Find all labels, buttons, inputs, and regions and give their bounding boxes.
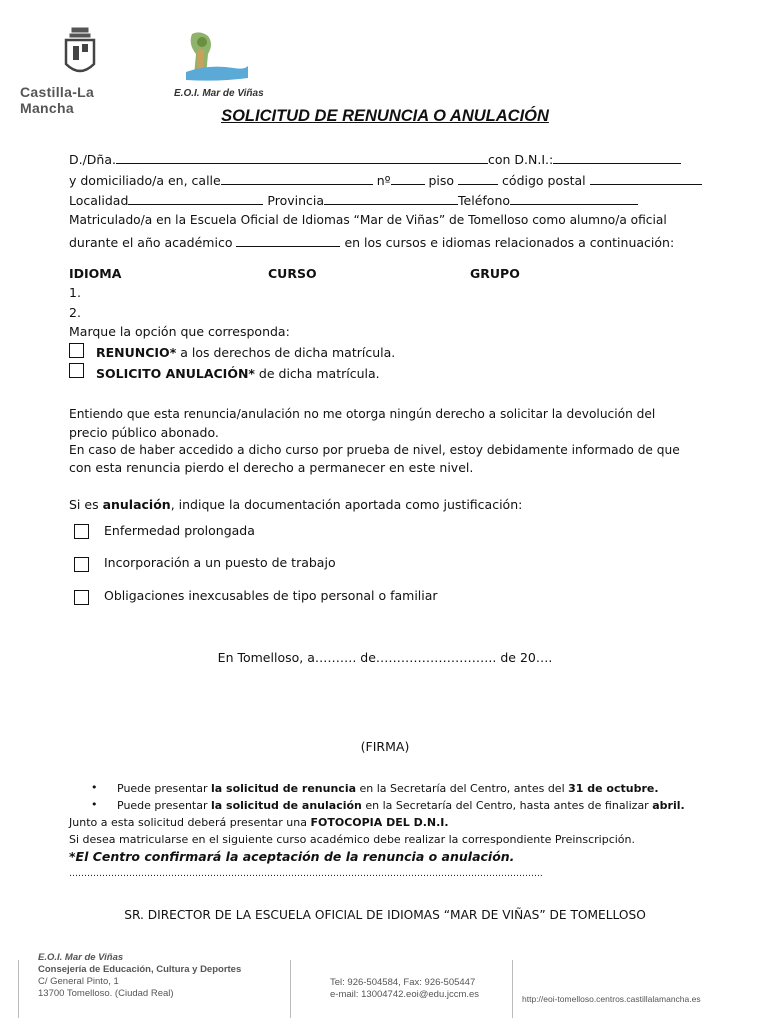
renuncio-bold: RENUNCIO* <box>96 345 177 360</box>
dni-field[interactable] <box>553 151 681 164</box>
job-checkbox[interactable] <box>74 557 89 572</box>
eoi-logo <box>174 30 268 100</box>
col-header-idioma: IDIOMA <box>69 266 122 281</box>
justification-prompt-b: anulación <box>102 497 171 512</box>
job-label: Incorporación a un puesto de trabajo <box>104 555 336 570</box>
footer-divider-right <box>512 960 513 1018</box>
instruction-confirmation: *El Centro confirmará la aceptación de la renuncia o anulación. <box>69 849 515 864</box>
number-field[interactable] <box>391 172 425 185</box>
row-number-2: 2. <box>69 305 81 320</box>
floor-field[interactable] <box>458 172 498 185</box>
instruction-bullet-renuncia <box>69 780 689 797</box>
page-title: SOLICITUD DE RENUNCIA O ANULACIÓN <box>221 107 549 125</box>
instruction-preinscription: Si desea matricularse en el siguiente curso académico debe realizar la correspondiente Preinscripción. <box>69 833 636 846</box>
date-line: En Tomelloso, a………. de……………………….. de 20…. <box>217 650 553 665</box>
addressee: SR. DIRECTOR DE LA ESCUELA OFICIAL DE IDIOMAS “MAR DE VIÑAS” DE TOMELLOSO <box>124 908 646 922</box>
instruction-dni <box>69 814 689 831</box>
coat-of-arms-icon <box>20 22 145 82</box>
instr3-a: Junto a esta solicitud deberá presentar una <box>69 816 311 829</box>
label-dni: con D.N.I.: <box>488 152 554 167</box>
footer-ministry: Consejería de Educación, Cultura y Deportes <box>38 964 242 975</box>
footer-website[interactable]: http://eoi-tomelloso.centros.castillalamancha.es <box>522 994 701 1004</box>
instr1-b: la solicitud de renuncia <box>211 782 357 795</box>
instr1-c: en la Secretaría del Centro, antes del <box>356 782 569 795</box>
instr3-b: FOTOCOPIA DEL D.N.I. <box>310 816 449 829</box>
row-number-1: 1. <box>69 285 81 300</box>
form-line-year <box>69 234 674 251</box>
footer-col-1 <box>38 952 241 1000</box>
form-line-locality <box>69 192 638 209</box>
label-postal-code: código postal <box>502 173 586 188</box>
instr2-d: abril. <box>652 799 685 812</box>
instr2-a: Puede presentar <box>117 799 211 812</box>
notice-p1-line2: precio público abonado. <box>69 425 219 440</box>
justification-prompt-c: , indique la documentación aportada como justificación: <box>170 497 523 512</box>
col-header-grupo: GRUPO <box>470 266 520 281</box>
footer-street: C/ General Pinto, 1 <box>38 976 119 987</box>
phone-field[interactable] <box>510 192 638 205</box>
justification-prompt <box>69 497 522 513</box>
label-province: Provincia <box>267 193 325 208</box>
name-field[interactable] <box>116 151 488 164</box>
instr2-b: la solicitud de anulación <box>211 799 362 812</box>
province-field[interactable] <box>324 192 458 205</box>
label-year: durante el año académico <box>69 235 233 250</box>
renuncio-checkbox[interactable] <box>69 343 84 358</box>
label-courses: en los cursos e idiomas relacionados a continuación: <box>344 235 675 250</box>
anulacion-rest: de dicha matrícula. <box>254 366 380 381</box>
footer-col-2 <box>330 977 479 1001</box>
anulacion-checkbox[interactable] <box>69 363 84 378</box>
footer-school-name: E.O.I. Mar de Viñas <box>38 952 124 963</box>
street-field[interactable] <box>221 172 373 185</box>
form-line-address <box>69 172 702 189</box>
renuncio-rest: a los derechos de dicha matrícula. <box>176 345 396 360</box>
bullet-icon: • <box>91 781 98 794</box>
eoi-caption: E.O.I. Mar de Viñas <box>174 88 264 99</box>
footer-divider-left <box>18 960 19 1018</box>
instruction-bullet-anulacion <box>69 797 689 814</box>
eoi-mar-de-vinas-icon <box>178 30 253 85</box>
anulacion-option-label <box>96 366 380 382</box>
castilla-la-mancha-logo <box>20 22 145 116</box>
label-street: y domiciliado/a en, calle <box>69 173 221 188</box>
footer-city: 13700 Tomelloso. (Ciudad Real) <box>38 988 174 999</box>
instructions <box>69 780 689 883</box>
notice-p2-line1: En caso de haber accedido a dicho curso por prueba de nivel, estoy debidamente informado de que <box>69 443 680 457</box>
illness-checkbox[interactable] <box>74 524 89 539</box>
label-phone: Teléfono <box>458 193 511 208</box>
dotted-separator: ………………………………………………………………………………………………………………………………………….. <box>69 869 543 879</box>
postal-code-field[interactable] <box>590 172 702 185</box>
instr2-c: en la Secretaría del Centro, hasta antes de finalizar <box>361 799 653 812</box>
label-name: D./Dña. <box>69 152 116 167</box>
footer-phone: Tel: 926-504584, Fax: 926-505447 <box>330 977 476 988</box>
justification-prompt-a: Si es <box>69 497 103 512</box>
locality-field[interactable] <box>128 192 263 205</box>
castilla-la-mancha-wordmark: Castilla-La Mancha <box>20 84 95 116</box>
bullet-icon: • <box>91 798 98 811</box>
personal-obligations-label: Obligaciones inexcusables de tipo personal o familiar <box>104 588 438 603</box>
form-line-enrolled: Matriculado/a en la Escuela Oficial de Idiomas “Mar de Viñas” de Tomelloso como alumno/a oficial <box>69 213 667 227</box>
signature-label: (FIRMA) <box>360 739 410 754</box>
label-floor: piso <box>428 173 455 188</box>
instr1-d: 31 de octubre. <box>568 782 659 795</box>
form-line-name <box>69 151 681 168</box>
col-header-curso: CURSO <box>268 266 317 281</box>
illness-label: Enfermedad prolongada <box>104 523 255 538</box>
instr1-a: Puede presentar <box>117 782 211 795</box>
anulacion-bold: SOLICITO ANULACIÓN* <box>96 366 255 381</box>
academic-year-field[interactable] <box>236 234 340 247</box>
label-locality: Localidad <box>69 193 129 208</box>
label-number: nº <box>376 173 391 188</box>
notice-p2-line2: con esta renuncia pierdo el derecho a permanecer en este nivel. <box>69 460 474 475</box>
personal-obligations-checkbox[interactable] <box>74 590 89 605</box>
notice-p1-line1: Entiendo que esta renuncia/anulación no me otorga ningún derecho a solicitar la devolución del <box>69 407 656 421</box>
footer-email: e-mail: 13004742.eoi@edu.jccm.es <box>330 989 480 1000</box>
renuncio-option-label <box>96 345 395 361</box>
footer-divider-middle <box>290 960 291 1018</box>
choice-prompt: Marque la opción que corresponda: <box>69 324 290 339</box>
